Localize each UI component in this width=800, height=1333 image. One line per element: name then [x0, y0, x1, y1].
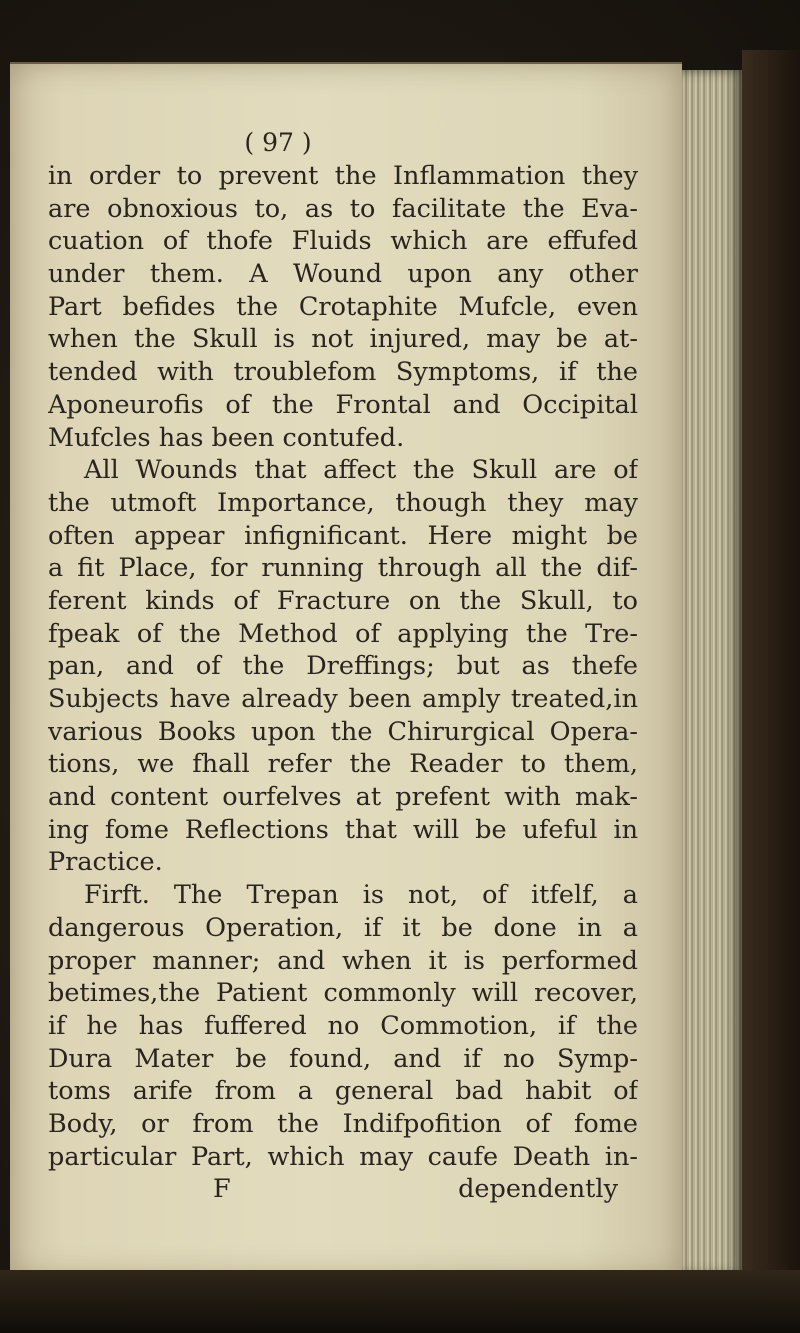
signature-line: [48, 1173, 638, 1206]
paragraph-start-line: All Wounds that affect the Skull are of: [84, 455, 638, 486]
text-line: ing fome Reflections that will be ufeful in: [48, 814, 638, 845]
signature-mark: F: [213, 1174, 231, 1205]
book-cover-edge: [742, 50, 800, 1290]
text-line: Mufcles has been contufed.: [48, 422, 405, 453]
catchword: dependently: [458, 1174, 618, 1205]
text-line: cuation of thofe Fluids which are effufed: [48, 226, 638, 257]
text-line: Practice.: [48, 847, 163, 878]
text-line: toms arife from a general bad habit of: [48, 1076, 638, 1107]
text-line: the utmoft Importance, though they may: [48, 487, 638, 518]
text-line: tions, we fhall refer the Reader to them,: [48, 749, 638, 780]
paragraph-start-line: Firft. The Trepan is not, of itfelf, a: [84, 880, 638, 911]
text-line: various Books upon the Chirurgical Opera-: [48, 716, 638, 747]
text-line: Part befides the Crotaphite Mufcle, even: [48, 291, 638, 322]
page-text: [48, 130, 638, 1206]
text-line: fpeak of the Method of applying the Tre-: [48, 618, 638, 649]
text-line: often appear infignificant. Here might be: [48, 520, 638, 551]
text-line: proper manner; and when it is performed: [48, 945, 638, 976]
text-line: Body, or from the Indifpofition of fome: [48, 1108, 638, 1139]
text-line: Subjects have already been amply treated,in: [48, 684, 638, 714]
text-line: and content ourfelves at prefent with mak-: [48, 782, 638, 813]
text-line: under them. A Wound upon any other: [48, 259, 638, 290]
text-line: tended with troublefom Symptoms, if the: [48, 357, 638, 388]
text-line: ferent kinds of Fracture on the Skull, to: [48, 585, 638, 616]
text-line: Aponeurofis of the Frontal and Occipital: [48, 389, 638, 420]
page-edges: [682, 70, 742, 1275]
text-line: Dura Mater be found, and if no Symp-: [48, 1043, 638, 1074]
text-line: in order to prevent the Inflammation they: [48, 161, 638, 191]
text-line: if he has fuffered no Commotion, if the: [48, 1010, 638, 1041]
text-line: betimes,the Patient commonly will recover,: [48, 978, 638, 1009]
text-line: pan, and of the Dreffings; but as thefe: [48, 651, 638, 682]
page-number: ( 97 ): [244, 128, 312, 157]
text-line: particular Part, which may caufe Death in-: [48, 1141, 638, 1172]
text-line: are obnoxious to, as to facilitate the Eva-: [48, 193, 638, 224]
book-bottom-edge: [0, 1270, 800, 1333]
text-line: dangerous Operation, if it be done in a: [48, 912, 638, 943]
text-line: a fit Place, for running through all the dif-: [48, 553, 638, 584]
text-line: when the Skull is not injured, may be at-: [48, 324, 638, 355]
